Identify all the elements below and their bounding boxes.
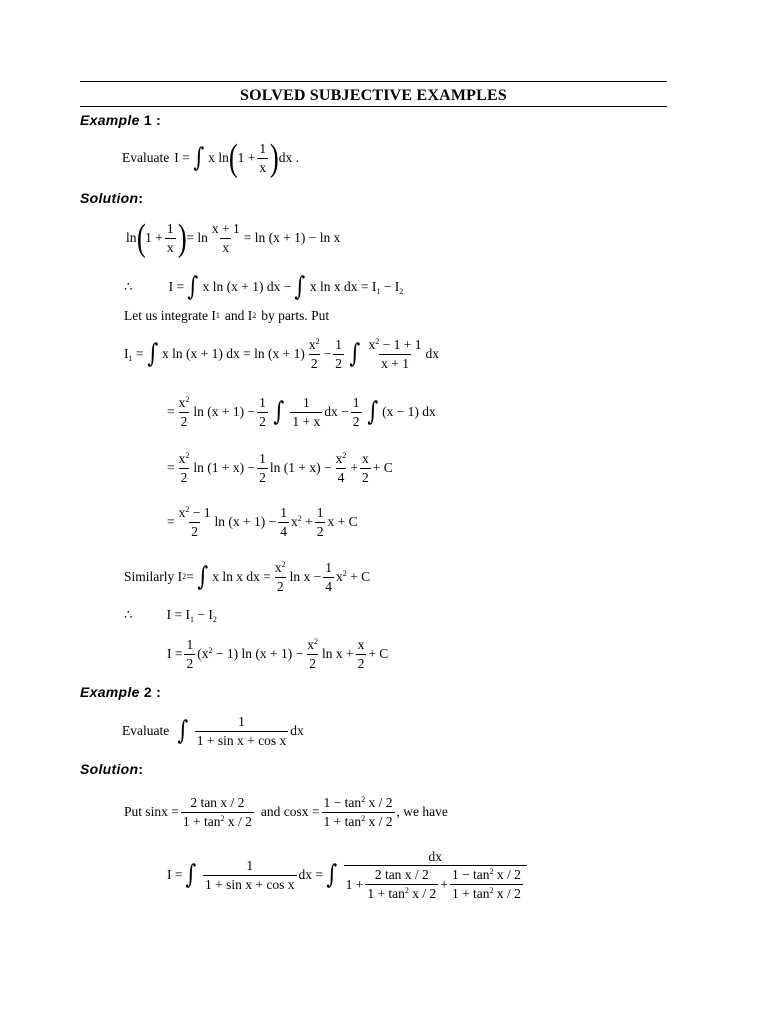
eq-I1-parts: $I_1$ = ∫ x ln (x + 1) dx = ln (x + 1) $\frac{x^2}{2}$ − $\frac{1}{2}$ ∫ $\frac{x^2 - 1 + 1}{x + 1}$ dx (124, 337, 440, 371)
eq-I-final: I = $\frac{1}{2}$ $(x^2 - 1)$ ln (x + 1) − $\frac{x^2}{2}$ ln x + $\frac{x}{2}$ + C (167, 637, 389, 671)
top-rule (80, 81, 667, 82)
eq-ln-expansion: ln ( 1 + $\frac{1}{x}$ ) = ln $\frac{x + 1}{x}$ = ln (x + 1) − ln x (126, 217, 341, 259)
eq-example-2-substituted: I = ∫ $\frac{1}{\text{1 + sin x + cos x}}$ dx = ∫ dx 1 + $\frac{\text{2 tan x / 2}}{1 + \tan^2 x / 2}$ + $\frac{1 - \tan^2 x / 2}{1 + \tan^2 x / 2}$ (167, 845, 529, 905)
example-1-heading: Example 1 : (80, 112, 162, 128)
eq-I1-step2: = $\frac{x^2}{2}$ ln (x + 1) − $\frac{1}{2}$ ∫ $\frac{1}{1 + x}$ dx − $\frac{1}{2}$ ∫ (x − 1) dx (167, 395, 436, 429)
example-2-solution-heading: Solution: (80, 761, 144, 777)
section-title: SOLVED SUBJECTIVE EXAMPLES (240, 87, 507, 104)
example-1-solution-heading: Solution: (80, 190, 144, 206)
eq-I1-result: = $\frac{x^2 - 1}{2}$ ln (x + 1) − $\frac{1}{4}$ $x^2$ + $\frac{1}{2}$ x + C (167, 505, 358, 539)
eq-substitution: Put sinx = $\frac{\text{2 tan x / 2}}{1 + \tan^2 x / 2}$ and cosx = $\frac{1 - \tan^2 x / 2}{1 + \tan^2 x / 2}$ , we have (124, 795, 448, 829)
example-1-statement: Evaluate I = ∫ x ln ( 1 + $\frac{1}{x}$ ) dx . (122, 137, 299, 179)
eq-I-difference: ∴ $I = I_1 - I_2$ (124, 607, 217, 624)
title-underline (80, 106, 667, 107)
eq-I2: Similarly I 2 = ∫ x ln x dx = $\frac{x^2}{2}$ ln x − $\frac{1}{4}$ $x^2 + C$ (124, 560, 371, 594)
example-2-statement: Evaluate ∫ $\frac{1}{\text{1 + sin x + cos x}}$ dx (122, 714, 304, 748)
eq-I-split: ∴ I = ∫ x ln (x + 1) dx − ∫ x ln x dx = $I_1 - I_2$ (124, 272, 404, 302)
text-integrate-by-parts: Let us integrate I 1 and I 2 by parts. Put (124, 308, 330, 323)
example-2-heading: Example 2 : (80, 684, 162, 700)
eq-I1-step3: = $\frac{x^2}{2}$ ln (1 + x) − $\frac{1}{2}$ ln (1 + x) − $\frac{x^2}{4}$ + $\frac{x}{2}$ + C (167, 451, 393, 485)
